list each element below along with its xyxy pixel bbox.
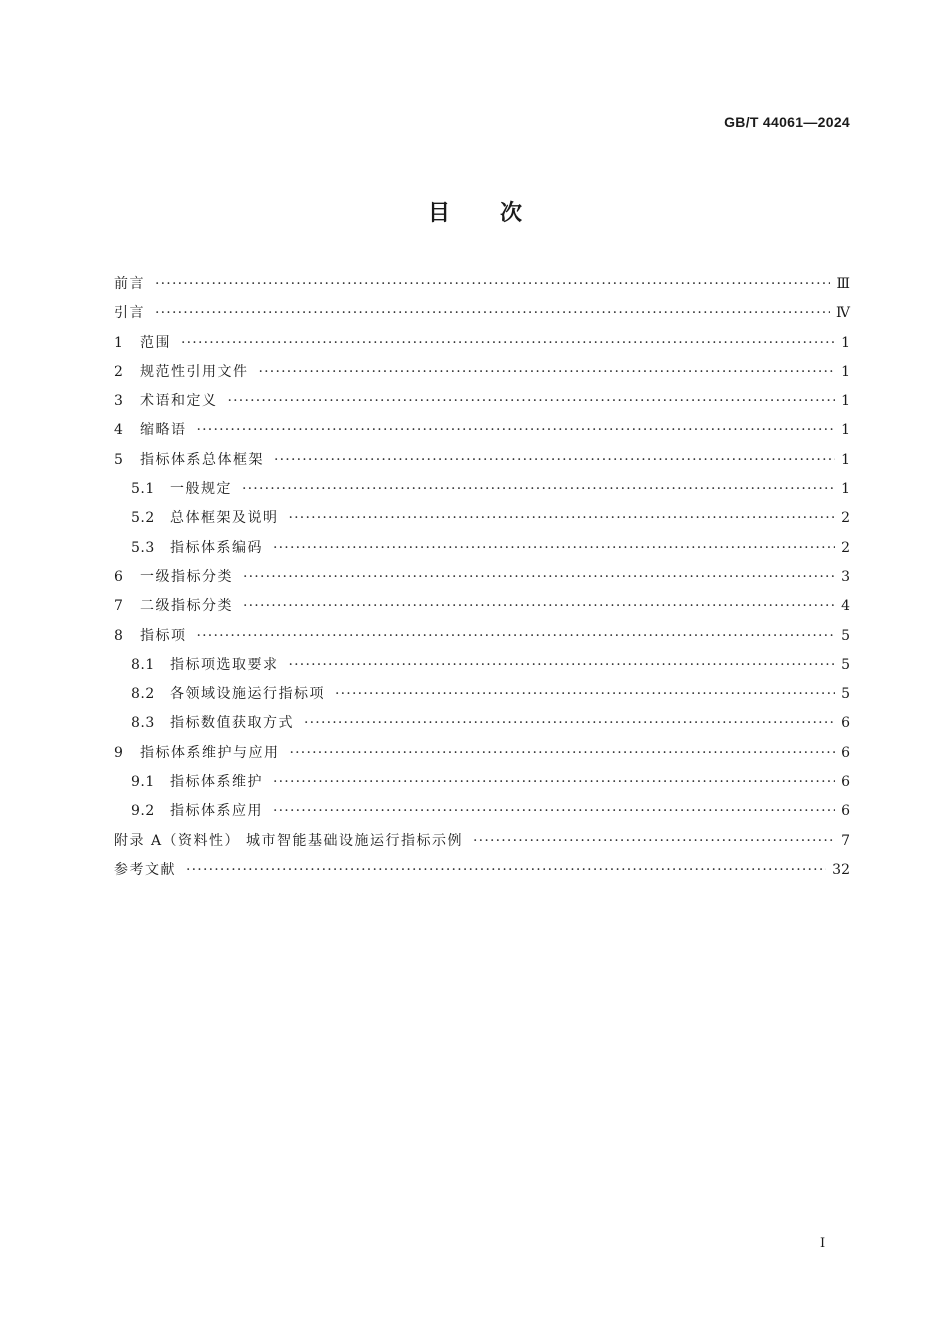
toc-entry[interactable]: [114, 592, 850, 621]
toc-dot-leader: [273, 768, 835, 797]
toc-entry-number: 8.2: [131, 686, 155, 703]
toc-entry-number: 7: [114, 598, 124, 615]
toc-entry-label: 术语和定义: [140, 393, 218, 410]
toc-entry-page: 6: [841, 803, 850, 820]
footer-page-number: Ⅰ: [820, 1236, 826, 1251]
toc-entry[interactable]: [114, 709, 850, 738]
toc-entry-number: 5.1: [131, 481, 155, 498]
toc-entry-label: 参考文献: [114, 861, 176, 878]
toc-entry-page: 1: [841, 481, 850, 498]
toc-entry-label: 指标数值获取方式: [170, 715, 294, 732]
toc-entry[interactable]: [114, 856, 850, 885]
toc-entry[interactable]: [114, 387, 850, 416]
standard-code: GB/T 44061—2024: [724, 114, 850, 130]
toc-entry-page: Ⅲ: [836, 276, 850, 292]
toc-dot-leader: [242, 475, 835, 504]
toc-dot-leader: [243, 592, 835, 621]
toc-dot-leader: [335, 680, 835, 709]
toc-entry-number: 6: [114, 568, 124, 585]
toc-entry-label: 指标体系编码: [170, 539, 263, 556]
toc-entry-number: 8.3: [131, 715, 155, 732]
toc-dot-leader: [273, 797, 835, 826]
toc-entry[interactable]: [114, 680, 850, 709]
toc-dot-leader: [273, 534, 835, 563]
toc-entry-page: 4: [841, 598, 850, 615]
toc-entry-page: 2: [841, 539, 850, 556]
toc-dot-leader: [259, 358, 836, 387]
toc-entry-page: 6: [841, 744, 850, 761]
toc-entry[interactable]: [114, 651, 850, 680]
table-of-contents: [114, 270, 850, 885]
toc-dot-leader: [155, 270, 830, 299]
toc-entry[interactable]: [114, 563, 850, 592]
toc-entry-page: 5: [841, 686, 850, 703]
toc-entry-page: 1: [841, 334, 850, 351]
toc-entry[interactable]: [114, 827, 850, 856]
toc-entry-number: 4: [114, 422, 124, 439]
toc-entry-label: 附录 A（资料性） 城市智能基础设施运行指标示例: [114, 832, 464, 849]
toc-entry[interactable]: [114, 739, 850, 768]
toc-dot-leader: [197, 416, 836, 445]
toc-entry-page: 5: [841, 656, 850, 673]
toc-entry-label: 一般规定: [170, 481, 232, 498]
toc-dot-leader: [289, 651, 836, 680]
toc-entry-page: 32: [832, 861, 850, 878]
toc-entry-page: 1: [841, 393, 850, 410]
toc-entry-number: 8.1: [131, 656, 155, 673]
toc-entry-page: 1: [841, 451, 850, 468]
toc-dot-leader: [228, 387, 836, 416]
toc-dot-leader: [274, 446, 835, 475]
toc-entry[interactable]: [114, 797, 850, 826]
toc-entry-page: 6: [841, 774, 850, 791]
toc-entry-page: Ⅳ: [836, 305, 850, 322]
toc-entry-label: 一级指标分类: [140, 568, 233, 585]
toc-entry-page: 1: [841, 363, 850, 380]
toc-entry-label: 引言: [114, 305, 145, 322]
toc-entry-label: 指标项: [140, 627, 187, 644]
toc-entry-number: 3: [114, 393, 124, 410]
toc-entry-label: 指标体系维护: [170, 774, 263, 791]
toc-entry-label: 缩略语: [140, 422, 187, 439]
toc-entry-number: 5.3: [131, 539, 155, 556]
toc-entry[interactable]: [114, 416, 850, 445]
toc-entry-label: 二级指标分类: [140, 598, 233, 615]
toc-entry-page: 1: [841, 422, 850, 439]
toc-entry-number: 8: [114, 627, 124, 644]
toc-entry[interactable]: [114, 358, 850, 387]
toc-entry-page: 7: [841, 832, 850, 849]
toc-entry-label: 规范性引用文件: [140, 363, 249, 380]
toc-entry[interactable]: [114, 475, 850, 504]
toc-entry[interactable]: [114, 534, 850, 563]
toc-entry-number: 5.2: [131, 510, 155, 527]
toc-dot-leader: [186, 856, 826, 885]
toc-entry-page: 3: [841, 568, 850, 585]
toc-entry-label: 总体框架及说明: [170, 510, 279, 527]
toc-entry-label: 指标项选取要求: [170, 656, 279, 673]
toc-entry-label: 范围: [140, 334, 171, 351]
toc-entry[interactable]: [114, 299, 850, 328]
toc-dot-leader: [289, 504, 836, 533]
toc-dot-leader: [304, 709, 835, 738]
toc-entry-page: 5: [841, 627, 850, 644]
toc-entry-label: 指标体系应用: [170, 803, 263, 820]
toc-entry-label: 各领域设施运行指标项: [170, 686, 325, 703]
toc-entry-number: 5: [114, 451, 124, 468]
toc-dot-leader: [181, 329, 835, 358]
toc-dot-leader: [290, 739, 836, 768]
toc-entry-number: 9.1: [131, 774, 155, 791]
toc-entry-label: 指标体系维护与应用: [140, 744, 280, 761]
toc-dot-leader: [473, 827, 835, 856]
toc-entry[interactable]: [114, 329, 850, 358]
toc-entry-number: 9: [114, 744, 124, 761]
toc-entry[interactable]: [114, 270, 850, 299]
toc-entry-page: 6: [841, 715, 850, 732]
toc-entry-label: 指标体系总体框架: [140, 451, 264, 468]
toc-entry[interactable]: [114, 768, 850, 797]
toc-entry-label: 前言: [114, 276, 145, 292]
toc-entry-number: 1: [114, 334, 124, 351]
toc-entry-number: 2: [114, 363, 124, 380]
toc-entry[interactable]: [114, 622, 850, 651]
toc-entry-page: 2: [841, 510, 850, 527]
toc-dot-leader: [197, 622, 836, 651]
toc-entry[interactable]: [114, 446, 850, 475]
toc-dot-leader: [155, 299, 830, 328]
page-title: 目次: [427, 201, 572, 226]
toc-dot-leader: [243, 563, 835, 592]
toc-entry-number: 9.2: [131, 803, 155, 820]
toc-entry[interactable]: [114, 504, 850, 533]
